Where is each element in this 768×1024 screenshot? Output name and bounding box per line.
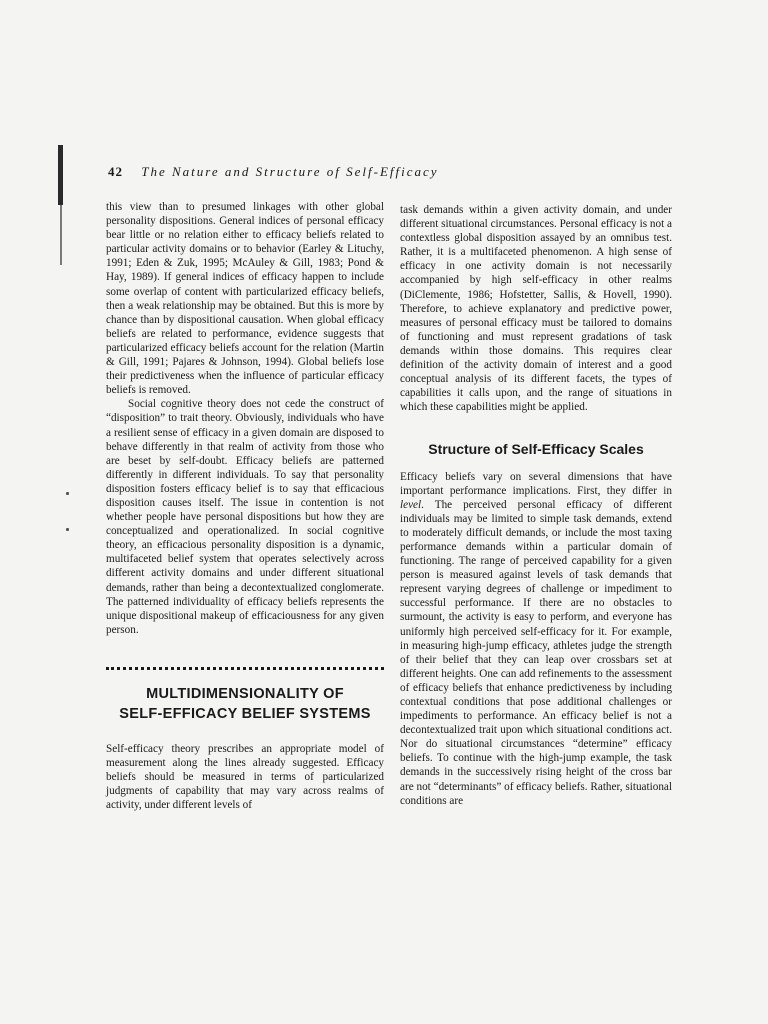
section-heading <box>106 684 384 724</box>
scan-edge-mark-faint <box>60 205 62 265</box>
running-header <box>108 164 668 184</box>
left-paragraph-3: Self-efficacy theory prescribes an appropriate model of measurement along the lines already suggested. Efficacy beliefs should be measured in terms of particularized judgments of capability that may vary across realms of activity, under different levels of <box>106 742 384 812</box>
subsection-heading: Structure of Self-Efficacy Scales <box>428 441 644 458</box>
right-paragraph-2 <box>400 470 672 808</box>
running-title: The Nature and Structure of Self-Efficacy <box>141 164 439 179</box>
scan-speck <box>66 528 69 531</box>
page-number: 42 <box>108 164 123 179</box>
right-column <box>400 203 672 808</box>
section-heading-line-1: MULTIDIMENSIONALITY OF <box>146 685 344 702</box>
left-paragraph-2: Social cognitive theory does not cede the construct of “disposition” to trait theory. Obviously, individuals who have a resilient sense of efficacy in a given domain are disposed to behave differently in that realm of activity from those who are beset by self-doubt. Efficacy beliefs are patterned differently in different individuals. To say that personality disposition fosters efficacy belief is to say that efficacious disposition causes itself. The issue in contention is not whether people have personal dispositions but how they are conceptualized and operationalized. In social cognitive theory, an efficacious personality disposition is a dynamic, multifaceted belief system that operates selectively across different activity domains and under different situational demands, rather than being a decontextualized conglomerate. The patterned individuality of efficacy beliefs represents the unique dispositional makeup of efficaciousness for any given person. <box>106 398 384 636</box>
right-paragraph-2-start: Efficacy beliefs vary on several dimensions that have important performance implications. First, they differ in <box>400 470 672 497</box>
section-heading-line-2: SELF-EFFICACY BELIEF SYSTEMS <box>119 705 371 722</box>
scan-edge-mark <box>58 145 63 205</box>
section-divider <box>106 667 384 674</box>
emphasis-level: level <box>400 498 422 511</box>
left-paragraph-1: this view than to presumed linkages with other global personality dispositions. General indices of personal efficacy bear little or no relation either to efficacy beliefs related to particular activity domains or to behavior (Earley & Lituchy, 1991; Eden & Zuk, 1995; McAuley & Gill, 1983; Pond & Hay, 1989). If general indices of efficacy happen to include some overlap of content with particularized efficacy beliefs, then a weak relationship may be obtained. But this is more by chance than by dispositional causation. When global efficacy beliefs are related to performance, evidence suggests that particularized efficacy beliefs account for the relation (Martin & Gill, 1991; Pajares & Johnson, 1994). Global beliefs lose their predictiveness when the influence of particular efficacy beliefs is removed. <box>106 201 384 397</box>
scan-speck <box>66 492 69 495</box>
right-paragraph-1: task demands within a given activity domain, and under different situational circumstances. Personal efficacy is not a contextless global disposition assayed by an omnibus test. Rather, it is a multifaceted phenomenon. A high sense of efficacy in one activity domain is not necessarily accompanied by high self-efficacy in other realms (DiClemente, 1986; Hofstetter, Sallis, & Hovell, 1990). Therefore, to achieve explanatory and predictive power, measures of personal efficacy must be tailored to domains of functioning and must represent gradations of task demands within those domains. This requires clear definition of the activity domain of interest and a good conceptual analysis of its different facets, the types of capabilities it calls upon, and the range of situations in which these capabilities might be applied. <box>400 204 672 414</box>
left-column <box>106 200 384 812</box>
right-paragraph-2-rest: . The perceived personal efficacy of different individuals may be limited to simple task demands, extend to moderately difficult demands, or include the most taxing performance demands within a particular domain of functioning. The range of perceived capability for a given person is measured against levels of task demands that represent varying degrees of challenge or impediment to successful performance. If there are no obstacles to surmount, the activity is easy to perform, and everyone has uniformly high perceived self-efficacy for it. For example, in measuring high-jump efficacy, athletes judge the strength of their belief that they can leap over crossbars set at different heights. One can add refinements to the assessment of efficacy beliefs that enhance predictiveness by including contextual conditions that pose additional challenges or impediments to performance. An efficacy belief is not a decontextualized trait upon which situational conditions act. Nor do situational circumstances “determine” efficacy beliefs. To continue with the high-jump example, the task demands in the successively rising height of the cross bar are not “determinants” of efficacy beliefs. Rather, situational conditions are <box>400 498 672 807</box>
